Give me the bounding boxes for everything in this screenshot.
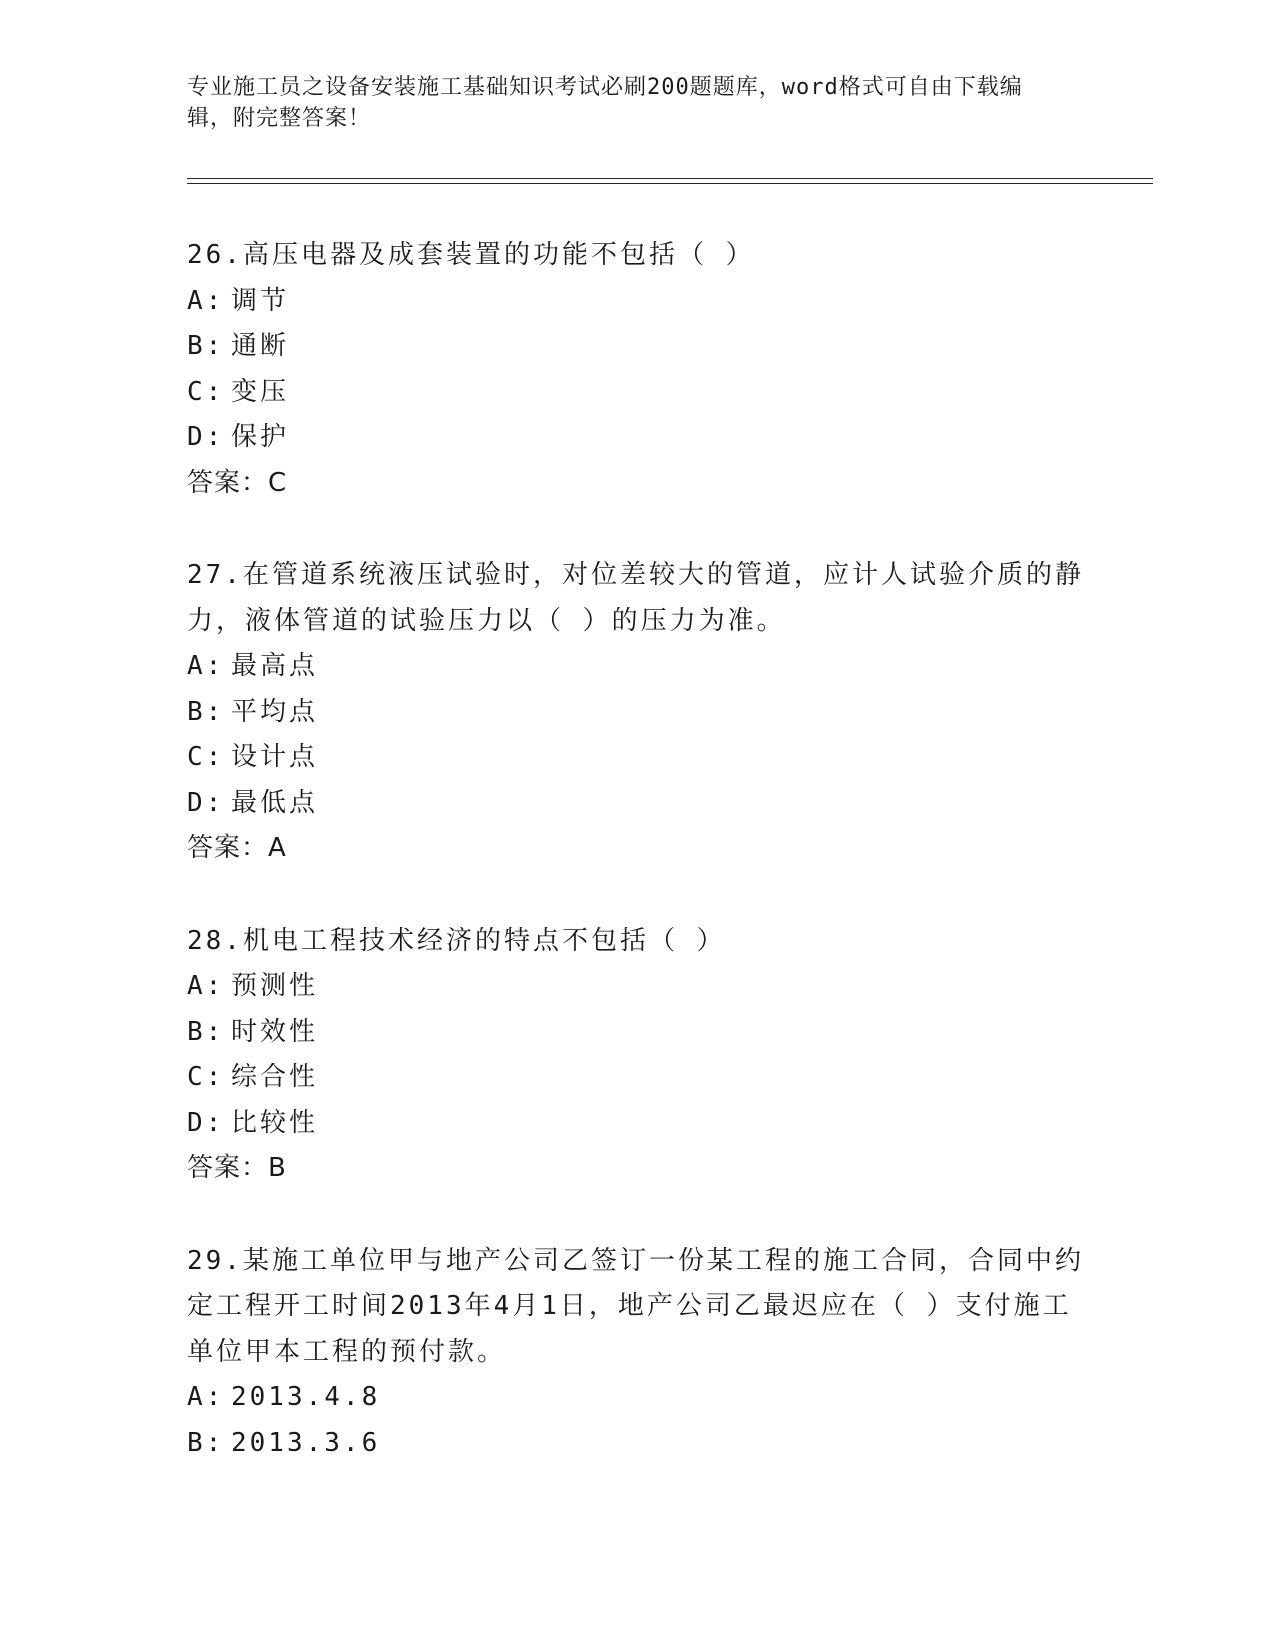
option-letter: A:	[187, 1382, 225, 1412]
option-letter: B:	[187, 696, 225, 727]
option-letter: D:	[187, 1107, 225, 1138]
question-stem: 27.在管道系统液压试验时，对位差较大的管道，应计人试验介质的静力，液体管道的试验压力以（ ）的压力为准。	[187, 560, 1084, 636]
option-text: 时效性	[231, 1016, 319, 1047]
option-letter: C:	[187, 1062, 225, 1092]
question-stem: 26.高压电器及成套装置的功能不包括（ ）	[187, 240, 755, 270]
document-header: 专业施工员之设备安装施工基础知识考试必刷200题题库，word格式可自由下载编辑，附完整答案！	[187, 75, 1023, 131]
option-text: 调节	[231, 285, 290, 316]
option-letter: B:	[187, 1427, 225, 1458]
option-c	[187, 370, 1087, 416]
option-a	[187, 279, 1087, 325]
question-stem: 29.某施工单位甲与地产公司乙签订一份某工程的施工合同，合同中约定工程开工时间2013年4月1日，地产公司乙最迟应在（ ）支付施工单位甲本工程的预付款。	[187, 1245, 1084, 1367]
question-28	[187, 919, 1087, 1192]
option-text: 最低点	[231, 787, 319, 818]
answer-line: 答案：C	[187, 467, 288, 498]
option-a	[187, 644, 1087, 690]
option-text: 比较性	[231, 1107, 319, 1138]
option-text: 设计点	[231, 742, 319, 772]
option-text: 综合性	[231, 1062, 319, 1092]
option-d	[187, 781, 1087, 827]
option-b	[187, 1010, 1087, 1056]
question-29	[187, 1239, 1087, 1467]
option-text: 2013.3.6	[231, 1427, 381, 1458]
question-list	[187, 233, 1087, 1513]
option-letter: D:	[187, 787, 225, 818]
option-b	[187, 690, 1087, 736]
option-text: 预测性	[231, 971, 319, 1001]
option-text: 保护	[231, 422, 290, 452]
option-text: 通断	[231, 331, 290, 361]
option-text: 最高点	[231, 651, 319, 681]
question-26	[187, 233, 1087, 506]
option-letter: C:	[187, 376, 225, 407]
option-a	[187, 964, 1087, 1010]
answer-line: 答案：A	[187, 833, 287, 863]
option-letter: B:	[187, 331, 225, 361]
option-letter: A:	[187, 285, 225, 316]
option-a	[187, 1375, 1087, 1421]
option-letter: D:	[187, 422, 225, 452]
option-b	[187, 324, 1087, 370]
option-letter: A:	[187, 971, 225, 1001]
question-stem: 28.机电工程技术经济的特点不包括（ ）	[187, 925, 726, 956]
option-text: 变压	[231, 376, 290, 407]
option-c	[187, 735, 1087, 781]
question-27	[187, 553, 1087, 872]
answer-line: 答案：B	[187, 1153, 287, 1183]
header-divider-top	[187, 178, 1153, 179]
option-text: 平均点	[231, 696, 319, 727]
option-text: 2013.4.8	[231, 1382, 381, 1412]
option-d	[187, 1101, 1087, 1147]
header-divider-bottom	[187, 183, 1153, 184]
option-b	[187, 1421, 1087, 1467]
option-d	[187, 415, 1087, 461]
option-letter: B:	[187, 1016, 225, 1047]
option-letter: C:	[187, 742, 225, 772]
option-c	[187, 1055, 1087, 1101]
option-letter: A:	[187, 651, 225, 681]
